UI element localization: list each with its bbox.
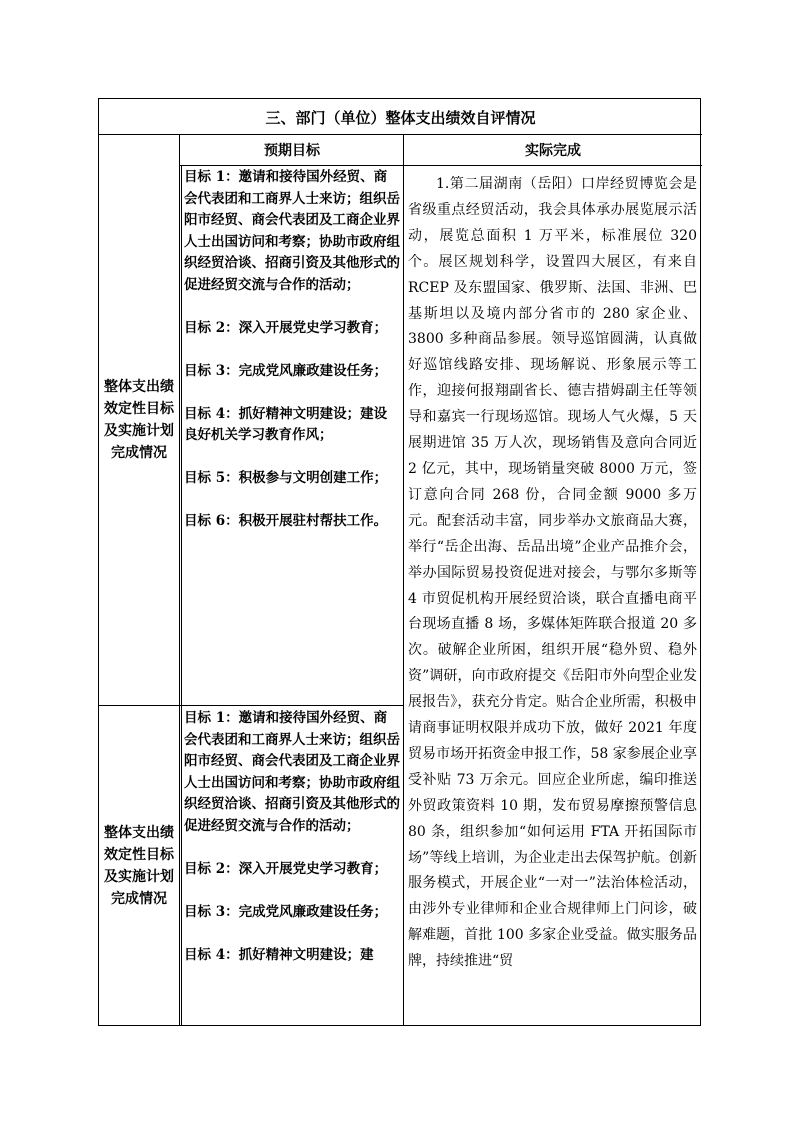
- row-label-1: 整体支出绩效定性目标及实施计划完成情况: [104, 379, 174, 461]
- row-label-2: 整体支出绩效定性目标及实施计划完成情况: [104, 824, 174, 907]
- header-expected: 预期目标: [264, 143, 320, 159]
- target-item: 目标 1：邀请和接待国外经贸、商会代表团和工商界人士来访；组织岳阳市经贸、商会代表团及工商企业界人士出国访问和考察；协助市政府组织经贸洽谈、招商引资及其他形式的促进经贸交流与合作的活动；: [184, 710, 400, 834]
- table-title: 三、部门（单位）整体支出绩效自评情况: [265, 108, 536, 127]
- target-item: 目标 4：抓好精神文明建设；建: [184, 946, 374, 963]
- targets-cell-1: [181, 165, 403, 705]
- actual-completion-text: 1.第二届湖南（岳阳）口岸经贸博览会是省级重点经贸活动，我会具体承办展览展示活动，展览总面积 1 万平米，标准展位 320 个。展区规划科学，设置四大展区，有来自 RCEP 及东盟国家、俄罗斯、法国、非洲、巴基斯坦以及境内部分省市的 280 家企业、3800 多种商品参展。领导巡馆圆满，认真做好巡馆线路安排、现场解说、形象展示等工作，迎接何报翔副省长、德吉措姆副主任等领导和嘉宾一行现场巡馆。现场人气火爆，5 天展期进馆 35 万人次，现场销售及意向合同近 2 亿元，其中，现场销量突破 8000 万元，签订意向合同 268 份，合同金额 9000 多万元。配套活动丰富，同步举办文旅商品大赛，举行“岳企出海、岳品出境”企业产品推介会，举办国际贸易投资促进对接会，与鄂尔多斯等 4 市贸促机构开展经贸洽谈，联合直播电商平台现场直播 8 场，多媒体矩阵联合报道 20 多次。破解企业所困，组织开展“稳外贸、稳外资”调研，向市政府提交《岳阳市外向型企业发展报告》，获充分肯定。贴合企业所需，积极申请商事证明权限并成功下放，做好 2021 年度贸易市场开拓资金申报工作，58 家参展企业享受补贴 73 万余元。回应企业所虑，编印推送外贸政策资料 10 期，发布贸易摩擦预警信息 80 条，组织参加“如何运用 FTA 开拓国际市场”等线上培训，为企业走出去保驾护航。创新服务模式，开展企业“一对一”法治体检活动，由涉外专业律师和企业合规律师上门问诊，破解难题，首批 100 多家企业受益。做实服务品牌，持续推进“贸: [408, 176, 697, 970]
- target-item: 目标 5：积极参与文明创建工作；: [184, 470, 388, 486]
- targets-cell-2: [181, 706, 403, 1025]
- target-item: 目标 3：完成党风廉政建设任务；: [184, 903, 388, 920]
- target-item: 目标 6：积极开展驻村帮扶工作。: [184, 513, 388, 529]
- target-item: 目标 4：抓好精神文明建设；建设良好机关学习教育作风；: [184, 405, 388, 443]
- target-item: 目标 2：深入开展党史学习教育；: [184, 319, 388, 336]
- column-divider-left-a: [179, 135, 180, 1025]
- target-item: 目标 2：深入开展党史学习教育；: [184, 860, 388, 877]
- target-item: 目标 3：完成党风廉政建设任务；: [184, 362, 388, 379]
- performance-table: [98, 98, 701, 1026]
- target-item: 目标 1：邀请和接待国外经贸、商会代表团和工商界人士来访；组织岳阳市经贸、商会代表团及工商企业界人士出国访问和考察；协助市政府组织经贸洽谈、招商引资及其他形式的促进经贸交流与合作的活动；: [184, 169, 400, 293]
- header-actual: 实际完成: [525, 143, 581, 159]
